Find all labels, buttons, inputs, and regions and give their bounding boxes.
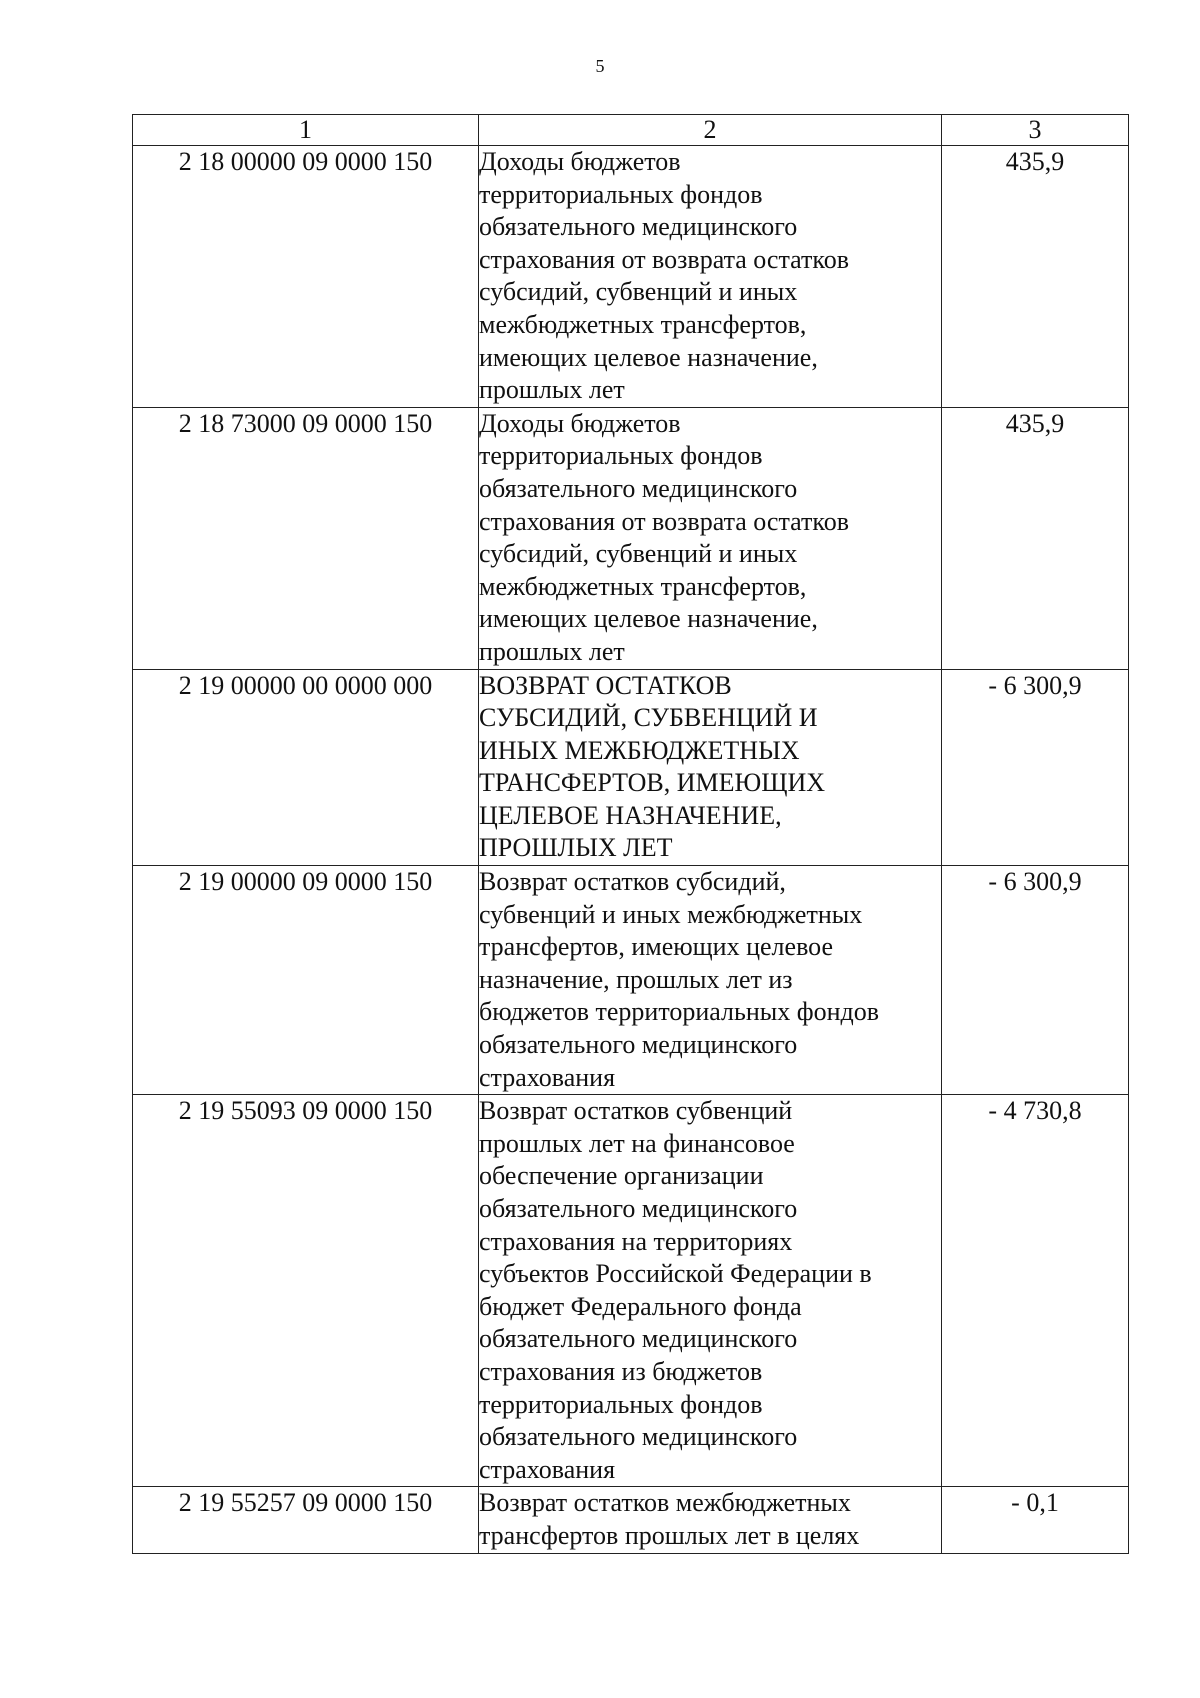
table-row bbox=[133, 1487, 1129, 1553]
description-cell bbox=[479, 407, 942, 669]
description-line: субъектов Российской Федерации в bbox=[479, 1259, 872, 1289]
budget-code-cell: 2 19 00000 00 0000 000 bbox=[133, 669, 479, 866]
description-line: обязательного медицинского bbox=[479, 212, 798, 242]
header-row bbox=[133, 115, 1129, 146]
description-line: ВОЗВРАТ ОСТАТКОВ bbox=[479, 670, 732, 700]
description-cell bbox=[479, 1095, 942, 1487]
description-line: межбюджетных трансфертов, bbox=[479, 309, 807, 339]
description-line: бюджетов территориальных фондов bbox=[479, 997, 880, 1027]
description-cell bbox=[479, 669, 942, 866]
description-line: территориальных фондов bbox=[479, 179, 763, 209]
table-row bbox=[133, 669, 1129, 866]
description-line: субсидий, субвенций и иных bbox=[479, 539, 798, 569]
description-cell bbox=[479, 146, 942, 408]
budget-table bbox=[132, 114, 1129, 1554]
amount-cell: 435,9 bbox=[942, 146, 1129, 408]
budget-code-cell: 2 19 55257 09 0000 150 bbox=[133, 1487, 479, 1553]
column-header-description: 2 bbox=[479, 115, 942, 146]
description-cell bbox=[479, 866, 942, 1095]
description-line: СУБСИДИЙ, СУБВЕНЦИЙ И bbox=[479, 703, 818, 733]
description-line: имеющих целевое назначение, bbox=[479, 604, 818, 634]
description-line: Возврат остатков субвенций bbox=[479, 1096, 793, 1126]
description-line: межбюджетных трансфертов, bbox=[479, 571, 807, 601]
description-line: ЦЕЛЕВОЕ НАЗНАЧЕНИЕ, bbox=[479, 800, 782, 830]
amount-cell: - 4 730,8 bbox=[942, 1095, 1129, 1487]
budget-code-cell: 2 18 73000 09 0000 150 bbox=[133, 407, 479, 669]
table-row bbox=[133, 866, 1129, 1095]
table-row bbox=[133, 1095, 1129, 1487]
description-line: обеспечение организации bbox=[479, 1161, 764, 1191]
description-line: субсидий, субвенций и иных bbox=[479, 277, 798, 307]
budget-code-cell: 2 18 00000 09 0000 150 bbox=[133, 146, 479, 408]
amount-cell: - 6 300,9 bbox=[942, 866, 1129, 1095]
column-header-amount: 3 bbox=[942, 115, 1129, 146]
description-line: прошлых лет на финансовое bbox=[479, 1128, 795, 1158]
description-line: Доходы бюджетов bbox=[479, 408, 681, 438]
description-line: страхования bbox=[479, 1062, 616, 1092]
table-body bbox=[133, 146, 1129, 1554]
description-line: прошлых лет bbox=[479, 636, 625, 666]
budget-code-cell: 2 19 55093 09 0000 150 bbox=[133, 1095, 479, 1487]
description-line: ПРОШЛЫХ ЛЕТ bbox=[479, 833, 673, 863]
description-cell bbox=[479, 1487, 942, 1553]
description-line: Возврат остатков межбюджетных bbox=[479, 1488, 851, 1518]
description-line: имеющих целевое назначение, bbox=[479, 342, 818, 372]
description-line: Возврат остатков субсидий, bbox=[479, 867, 786, 897]
description-line: субвенций и иных межбюджетных bbox=[479, 899, 863, 929]
description-line: страхования от возврата остатков bbox=[479, 506, 849, 536]
description-line: ИНЫХ МЕЖБЮДЖЕТНЫХ bbox=[479, 735, 800, 765]
amount-cell: - 6 300,9 bbox=[942, 669, 1129, 866]
description-line: обязательного медицинского bbox=[479, 473, 798, 503]
amount-cell: - 0,1 bbox=[942, 1487, 1129, 1553]
description-line: Доходы бюджетов bbox=[479, 147, 681, 176]
description-line: обязательного медицинского bbox=[479, 1324, 798, 1354]
amount-cell: 435,9 bbox=[942, 407, 1129, 669]
description-line: территориальных фондов bbox=[479, 441, 763, 471]
description-line: страхования из бюджетов bbox=[479, 1356, 763, 1386]
table-header bbox=[133, 115, 1129, 146]
description-line: бюджет Федерального фонда bbox=[479, 1291, 802, 1321]
description-line: страхования bbox=[479, 1454, 616, 1484]
description-line: страхования от возврата остатков bbox=[479, 244, 849, 274]
page-number: 5 bbox=[595, 56, 605, 76]
table-row bbox=[133, 407, 1129, 669]
description-line: обязательного медицинского bbox=[479, 1030, 798, 1060]
column-header-code: 1 bbox=[133, 115, 479, 146]
description-line: трансфертов, имеющих целевое bbox=[479, 932, 834, 962]
description-line: трансфертов прошлых лет в целях bbox=[479, 1520, 860, 1550]
budget-code-cell: 2 19 00000 09 0000 150 bbox=[133, 866, 479, 1095]
description-line: обязательного медицинского bbox=[479, 1422, 798, 1452]
description-line: территориальных фондов bbox=[479, 1389, 763, 1419]
description-line: прошлых лет bbox=[479, 375, 625, 405]
description-line: обязательного медицинского bbox=[479, 1194, 798, 1223]
description-line: страхования на территориях bbox=[479, 1226, 793, 1256]
table-row bbox=[133, 146, 1129, 408]
description-line: ТРАНСФЕРТОВ, ИМЕЮЩИХ bbox=[479, 768, 826, 798]
description-line: назначение, прошлых лет из bbox=[479, 964, 793, 994]
